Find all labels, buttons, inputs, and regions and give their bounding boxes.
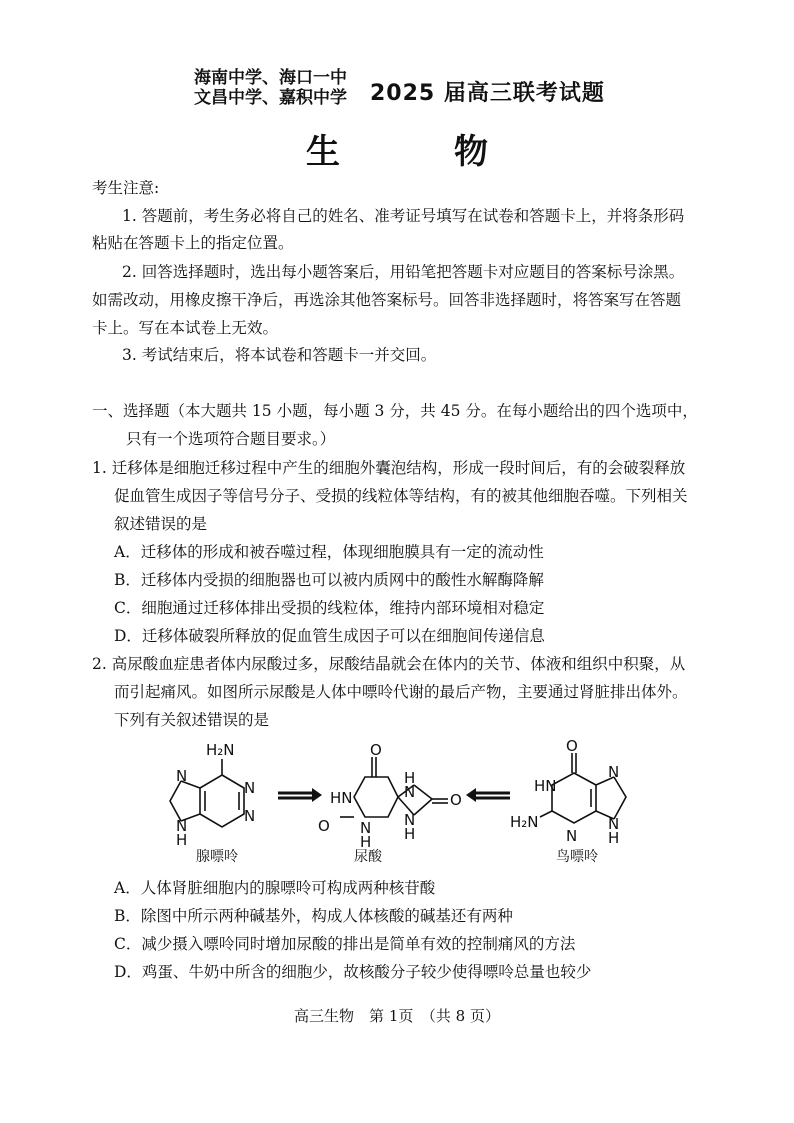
section-1-title-line-1: 一、选择题（本大题共 15 小题，每小题 3 分，共 45 分。在每小题给出的四个选项中，	[92, 402, 698, 420]
guanine-n3: N	[566, 827, 578, 845]
subject-title: 生 物	[306, 132, 528, 172]
section-1-title-line-2: 只有一个选项符合题目要求。）	[126, 430, 336, 448]
adenine-h9: H	[176, 831, 188, 849]
uric-acid-o6: O	[370, 741, 382, 759]
q2-option-b: B．除图中所示两种碱基外，构成人体核酸的碱基还有两种	[114, 907, 513, 925]
adenine-n1: N	[244, 779, 256, 797]
guanine-n7: N	[608, 763, 620, 781]
uric-acid-o2: O	[318, 817, 330, 835]
exam-header	[194, 68, 634, 116]
guanine-h9: H	[608, 829, 620, 847]
arrow-adenine-to-uric-acid	[278, 788, 322, 802]
q1-option-c: C．细胞通过迁移体排出受损的线粒体，维持内部环境相对稳定	[114, 599, 545, 617]
uric-acid-n3: N	[360, 819, 372, 837]
adenine-n3: N	[244, 807, 256, 825]
adenine-n9: N	[176, 817, 188, 835]
guanine-nh2-label: H₂N	[510, 813, 539, 831]
guanine-label: 鸟嘌呤	[556, 849, 598, 865]
page-footer: 高三生物 第 1页 （共 8 页）	[294, 1007, 500, 1025]
school-line-2: 文昌中学、嘉积中学	[194, 88, 347, 108]
q1-option-a: A．迁移体的形成和被吞噬过程，体现细胞膜具有一定的流动性	[114, 543, 544, 561]
notice-item-1-line-2: 粘贴在答题卡上的指定位置。	[92, 234, 294, 252]
purine-metabolism-figure	[0, 735, 794, 875]
guanine-n9: N	[608, 815, 620, 833]
q1-stem-line-3: 叙述错误的是	[114, 515, 208, 533]
notice-item-2-line-1: 2. 回答选择题时，选出每小题答案后，用铅笔把答题卡对应题目的答案标号涂黑。	[122, 263, 685, 281]
arrow-guanine-to-uric-acid	[466, 788, 510, 802]
uric-acid-hn1: HN	[330, 789, 353, 807]
q2-option-d: D．鸡蛋、牛奶中所含的细胞少，故核酸分子较少使得嘌呤总量也较少	[114, 963, 592, 981]
uric-acid-structure	[340, 757, 448, 817]
adenine-n7: N	[176, 767, 188, 785]
q2-option-a: A．人体肾脏细胞内的腺嘌呤可构成两种核苷酸	[114, 879, 436, 897]
adenine-label: 腺嘌呤	[196, 849, 238, 865]
q1-option-b: B．迁移体内受损的细胞器也可以被内质网中的酸性水解酶降解	[114, 571, 544, 589]
q2-stem-line-1: 2. 高尿酸血症患者体内尿酸过多，尿酸结晶就会在体内的关节、体液和组织中积聚，从	[92, 655, 686, 673]
q2-stem-line-2: 而引起痛风。如图所示尿酸是人体中嘌呤代谢的最后产物，主要通过肾脏排出体外。	[114, 683, 688, 701]
notice-item-1-line-1: 1. 答题前，考生务必将自己的姓名、准考证号填写在试卷和答题卡上，并将条形码	[122, 207, 685, 225]
uric-acid-label: 尿酸	[354, 849, 382, 865]
uric-acid-h7: H	[404, 769, 416, 787]
q1-stem-line-1: 1. 迁移体是细胞迁移过程中产生的细胞外囊泡结构，形成一段时间后，有的会破裂释放	[92, 459, 686, 477]
guanine-o6: O	[566, 737, 578, 755]
notice-title: 考生注意:	[92, 179, 160, 197]
uric-acid-o8: O	[450, 791, 462, 809]
notice-item-3: 3. 考试结束后，将本试卷和答题卡一并交回。	[122, 346, 437, 364]
q1-option-d: D．迁移体破裂所释放的促血管生成因子可以在细胞间传递信息	[114, 627, 545, 645]
notice-item-2-line-3: 卡上。写在本试卷上无效。	[92, 319, 279, 337]
school-line-1: 海南中学、海口一中	[194, 68, 347, 88]
adenine-nh2-label: H₂N	[206, 741, 235, 759]
exam-title: 2025 届高三联考试题	[370, 81, 605, 106]
q2-option-c: C．减少摄入嘌呤同时增加尿酸的排出是简单有效的控制痛风的方法	[114, 935, 576, 953]
uric-acid-n7: N	[404, 783, 416, 801]
q1-stem-line-2: 促血管生成因子等信号分子、受损的线粒体等结构，有的被其他细胞吞噬。下列相关	[114, 487, 688, 505]
q2-stem-line-3: 下列有关叙述错误的是	[114, 711, 270, 729]
uric-acid-n9: N	[404, 811, 416, 829]
school-names	[194, 68, 347, 108]
uric-acid-h9: H	[404, 825, 416, 843]
guanine-hn1: HN	[534, 777, 557, 795]
uric-acid-h3: H	[360, 833, 372, 851]
notice-item-2-line-2: 如需改动，用橡皮擦干净后，再选涂其他答案标号。回答非选择题时，将答案写在答题	[92, 291, 682, 309]
